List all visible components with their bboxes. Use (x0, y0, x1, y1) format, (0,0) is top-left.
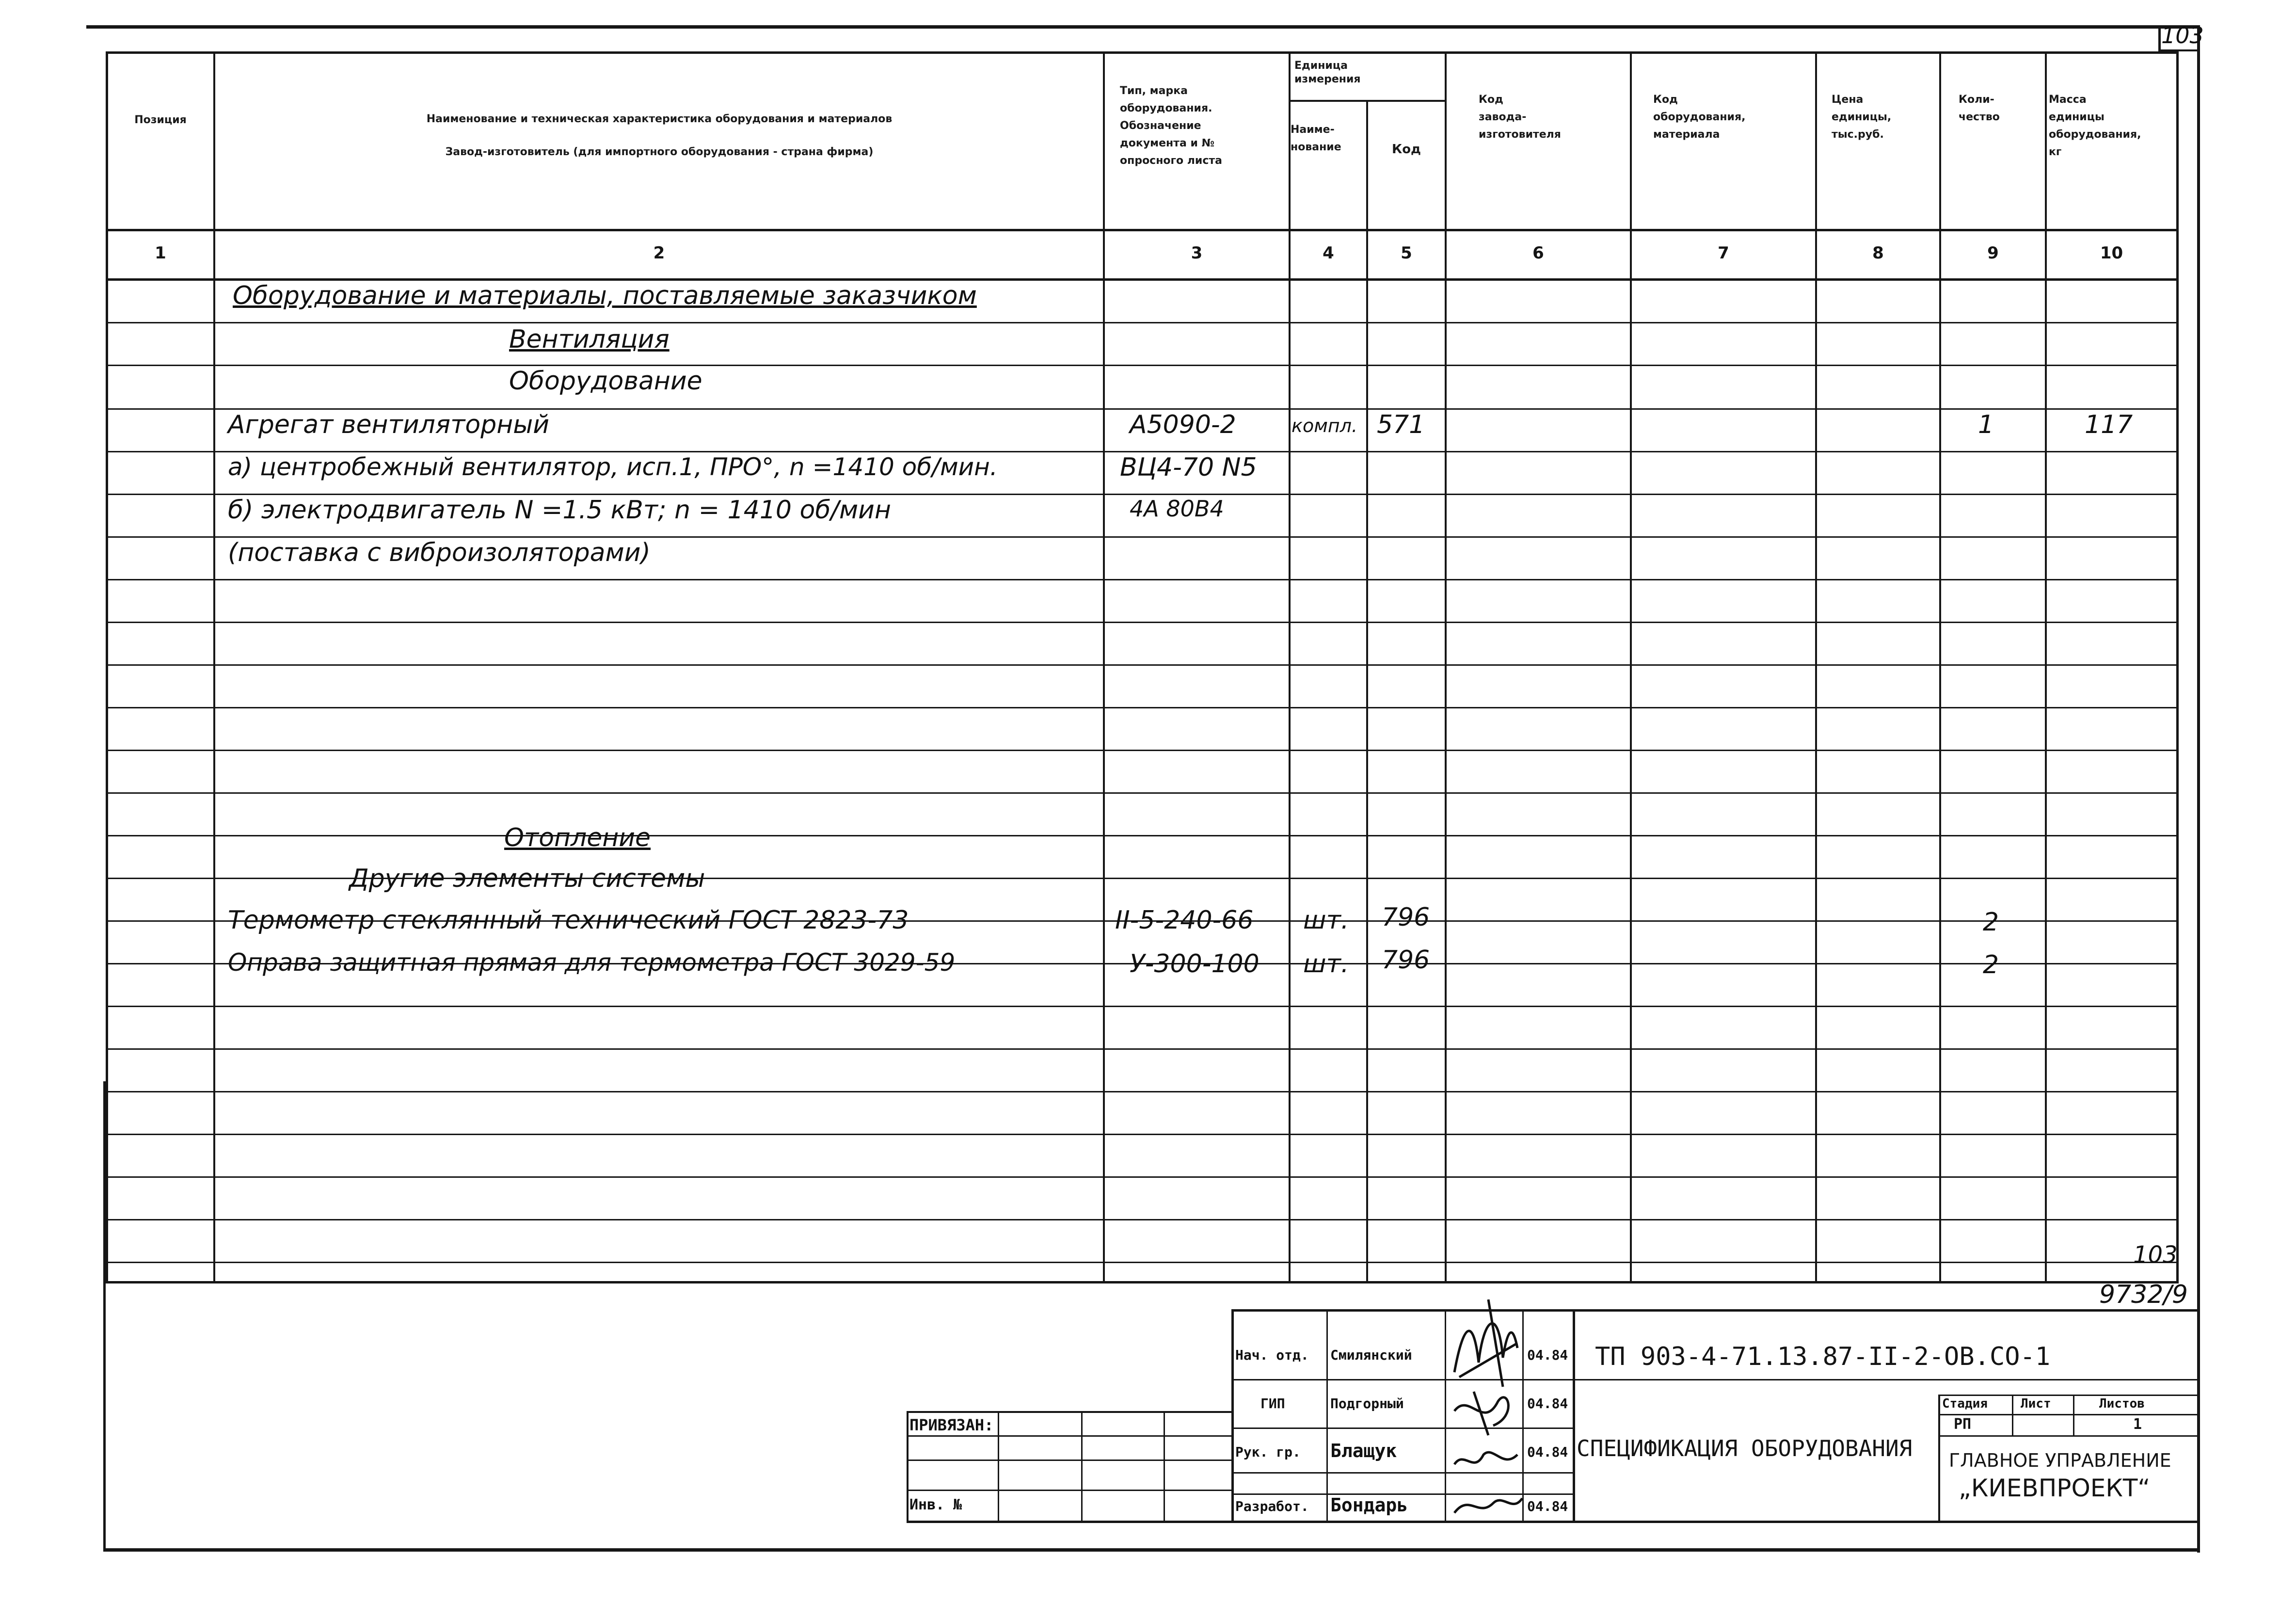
date-group-lead: 04.84 (1527, 1444, 1568, 1460)
doc-code-underline (1573, 1379, 2200, 1380)
stage-box-v (2012, 1395, 2013, 1436)
privyazan-vline (998, 1411, 999, 1523)
header-type: Тип, марка оборудования. Обозначение документа и № опросного листа (1120, 85, 1222, 167)
date-head-of-dept: 04.84 (1527, 1347, 1568, 1363)
row-line (106, 664, 2179, 666)
corner-page-number: 103 (2161, 22, 2204, 48)
header-mass: Масса единицы оборудования, кг (2049, 94, 2141, 158)
stage-box-bot (1938, 1435, 2200, 1437)
stage-box-v (2073, 1395, 2074, 1436)
item-guard-unit: шт. (1303, 949, 1349, 978)
row-line (106, 1006, 2179, 1007)
colnum-1: 1 (155, 243, 166, 263)
stage-box-top (1938, 1395, 2200, 1396)
colnum-3: 3 (1191, 243, 1203, 263)
privyazan-box-top (907, 1411, 1234, 1413)
col-line-1 (213, 51, 215, 1283)
outer-right-border (2197, 25, 2200, 1553)
colnum-10: 10 (2100, 243, 2123, 263)
row-line (106, 494, 2179, 495)
sign-vline (1573, 1309, 1575, 1523)
date-chief-engineer: 04.84 (1527, 1395, 1568, 1412)
table-top (106, 51, 2179, 54)
header-unit-group: Единица измерения (1294, 60, 1361, 85)
item-thermometer-name: Термометр стеклянный технический ГОСТ 2823-73 (228, 906, 909, 935)
header-name-line1: Наименование и техническая характеристика оборудования и материалов (426, 113, 893, 125)
item-fan-type: ВЦ4-70 N5 (1120, 453, 1257, 482)
name-head-of-dept: Смилянский (1330, 1347, 1412, 1363)
colnum-6: 6 (1532, 243, 1544, 263)
col-line-8 (1939, 51, 1941, 1283)
col-line-9 (2045, 51, 2047, 1283)
item-fan-unit-qty: 1 (1978, 410, 1994, 439)
org-line-1: ГЛАВНОЕ УПРАВЛЕНИЕ (1949, 1450, 2171, 1471)
colnum-bottom (106, 278, 2179, 281)
document-title: СПЕЦИФИКАЦИЯ ОБОРУДОВАНИЯ (1577, 1435, 1913, 1461)
row-line (106, 707, 2179, 708)
sheet-number-handwritten: 103 (2133, 1241, 2178, 1268)
item-motor-name: б) электродвигатель N =1.5 кВт; n = 1410 об/мин (228, 496, 891, 525)
item-thermometer-type: II-5-240-66 (1115, 906, 1254, 935)
document-code: ТП 903-4-71.13.87-II-2-ОВ.СО-1 (1595, 1342, 2051, 1371)
col-line-5 (1445, 51, 1447, 1283)
item-guard-type: У-300-100 (1130, 949, 1260, 978)
row-line (106, 451, 2179, 452)
privyazan-line (907, 1460, 1234, 1461)
header-equipment-code: Код оборудования, материала (1653, 94, 1746, 141)
row-line (106, 1219, 2179, 1220)
row-line (106, 322, 2179, 323)
archive-number: 9732/9 (2099, 1280, 2188, 1309)
name-group-lead: Блащук (1330, 1440, 1397, 1461)
top-rule (86, 25, 2200, 29)
colnum-8: 8 (1872, 243, 1884, 263)
row-line (106, 579, 2179, 580)
item-guard-qty: 2 (1983, 950, 1999, 979)
sheets-value: 1 (2133, 1416, 2142, 1433)
header-unit-name: Наиме- нование (1291, 124, 1341, 153)
col-line-4 (1366, 100, 1368, 1283)
item-thermometer-unit: шт. (1303, 906, 1349, 935)
item-fan-unit-unit: компл. (1292, 415, 1358, 436)
item-motor-type: 4А 80В4 (1130, 496, 1224, 522)
colnum-4: 4 (1323, 243, 1334, 263)
header-price: Цена единицы, тыс.руб. (1832, 94, 1892, 141)
privyazan-vline (1081, 1411, 1083, 1523)
item-fan-unit-type: А5090-2 (1130, 410, 1236, 439)
role-chief-engineer: ГИП (1260, 1395, 1285, 1412)
item-thermometer-qty: 2 (1983, 908, 1999, 937)
row-line (106, 1091, 2179, 1092)
table-right (2176, 51, 2179, 1283)
stage-value: РП (1954, 1416, 1972, 1433)
signature-scribbles (1445, 1290, 1527, 1523)
colnum-2: 2 (653, 243, 665, 263)
colnum-7: 7 (1718, 243, 1729, 263)
header-factory-code: Код завода- изготовителя (1479, 94, 1561, 141)
header-quantity: Коли- чество (1959, 94, 2000, 123)
row-line (106, 1048, 2179, 1050)
table-bottom (106, 1281, 2179, 1283)
role-developer: Разработ. (1235, 1498, 1309, 1514)
privyazan-vline (1164, 1411, 1165, 1523)
section-heating: Отопление (504, 823, 651, 852)
org-line-2: „КИЕВПРОЕКТ“ (1959, 1474, 2151, 1502)
colnum-5: 5 (1401, 243, 1412, 263)
col-line-7 (1815, 51, 1817, 1283)
row-line (106, 835, 2179, 836)
subsection-equipment: Оборудование (509, 367, 702, 396)
header-unit-code: Код (1391, 142, 1421, 157)
col-line-2 (1103, 51, 1105, 1283)
item-fan-unit-code: 571 (1377, 410, 1425, 439)
row-line (106, 408, 2179, 410)
row-line (106, 536, 2179, 538)
header-bottom (106, 229, 2179, 231)
role-group-lead: Рук. гр. (1235, 1444, 1301, 1460)
titleblock-top (1231, 1309, 2200, 1312)
section-ventilation: Вентиляция (509, 325, 670, 354)
header-position: Позиция (134, 114, 187, 126)
colnum-9: 9 (1987, 243, 1999, 263)
privyazan-label: ПРИВЯЗАН: (909, 1416, 994, 1434)
titleblock-bottom (907, 1521, 2200, 1523)
sheet-label: Лист (2021, 1396, 2051, 1411)
subsection-other-elements: Другие элементы системы (349, 864, 705, 893)
row-line (106, 365, 2179, 366)
name-developer: Бондарь (1330, 1494, 1408, 1516)
item-guard-name: Оправа защитная прямая для термометра ГОСТ 3029-59 (228, 948, 956, 977)
item-fan-name: а) центробежный вентилятор, исп.1, ПРО°, n =1410 об/мин. (228, 453, 998, 481)
row-line (106, 1176, 2179, 1178)
item-thermometer-code: 796 (1382, 903, 1430, 932)
sign-vline (1326, 1309, 1328, 1523)
header-name-line2: Завод-изготовитель (для импортного оборудования - страна фирма) (445, 146, 874, 158)
table-left (106, 51, 108, 1283)
privyazan-line (907, 1490, 1234, 1491)
unit-group-divider (1289, 100, 1447, 102)
col-line-6 (1630, 51, 1632, 1283)
bottom-border (106, 1548, 2200, 1552)
item-fan-unit-name: Агрегат вентиляторный (228, 410, 550, 439)
name-chief-engineer: Подгорный (1330, 1395, 1404, 1412)
stage-box-mid (1938, 1414, 2200, 1415)
item-guard-code: 796 (1382, 946, 1430, 975)
section-title-customer-supplied: Оборудование и материалы, поставляемые заказчиком (233, 281, 977, 310)
row-line (106, 750, 2179, 751)
stage-label: Стадия (1942, 1396, 1988, 1411)
row-line (106, 1262, 2179, 1263)
row-line (106, 1134, 2179, 1135)
privyazan-box-left (907, 1411, 909, 1523)
date-developer: 04.84 (1527, 1498, 1568, 1514)
privyazan-line (907, 1435, 1234, 1437)
item-note-vibration: (поставка с виброизоляторами) (228, 538, 651, 567)
role-head-of-dept: Нач. отд. (1235, 1347, 1309, 1363)
row-line (106, 622, 2179, 623)
row-line (106, 792, 2179, 794)
item-fan-unit-mass: 117 (2085, 410, 2133, 439)
inventory-number-label: Инв. № (909, 1496, 962, 1513)
sheets-label: Листов (2099, 1396, 2145, 1411)
col-line-3 (1289, 51, 1291, 1283)
